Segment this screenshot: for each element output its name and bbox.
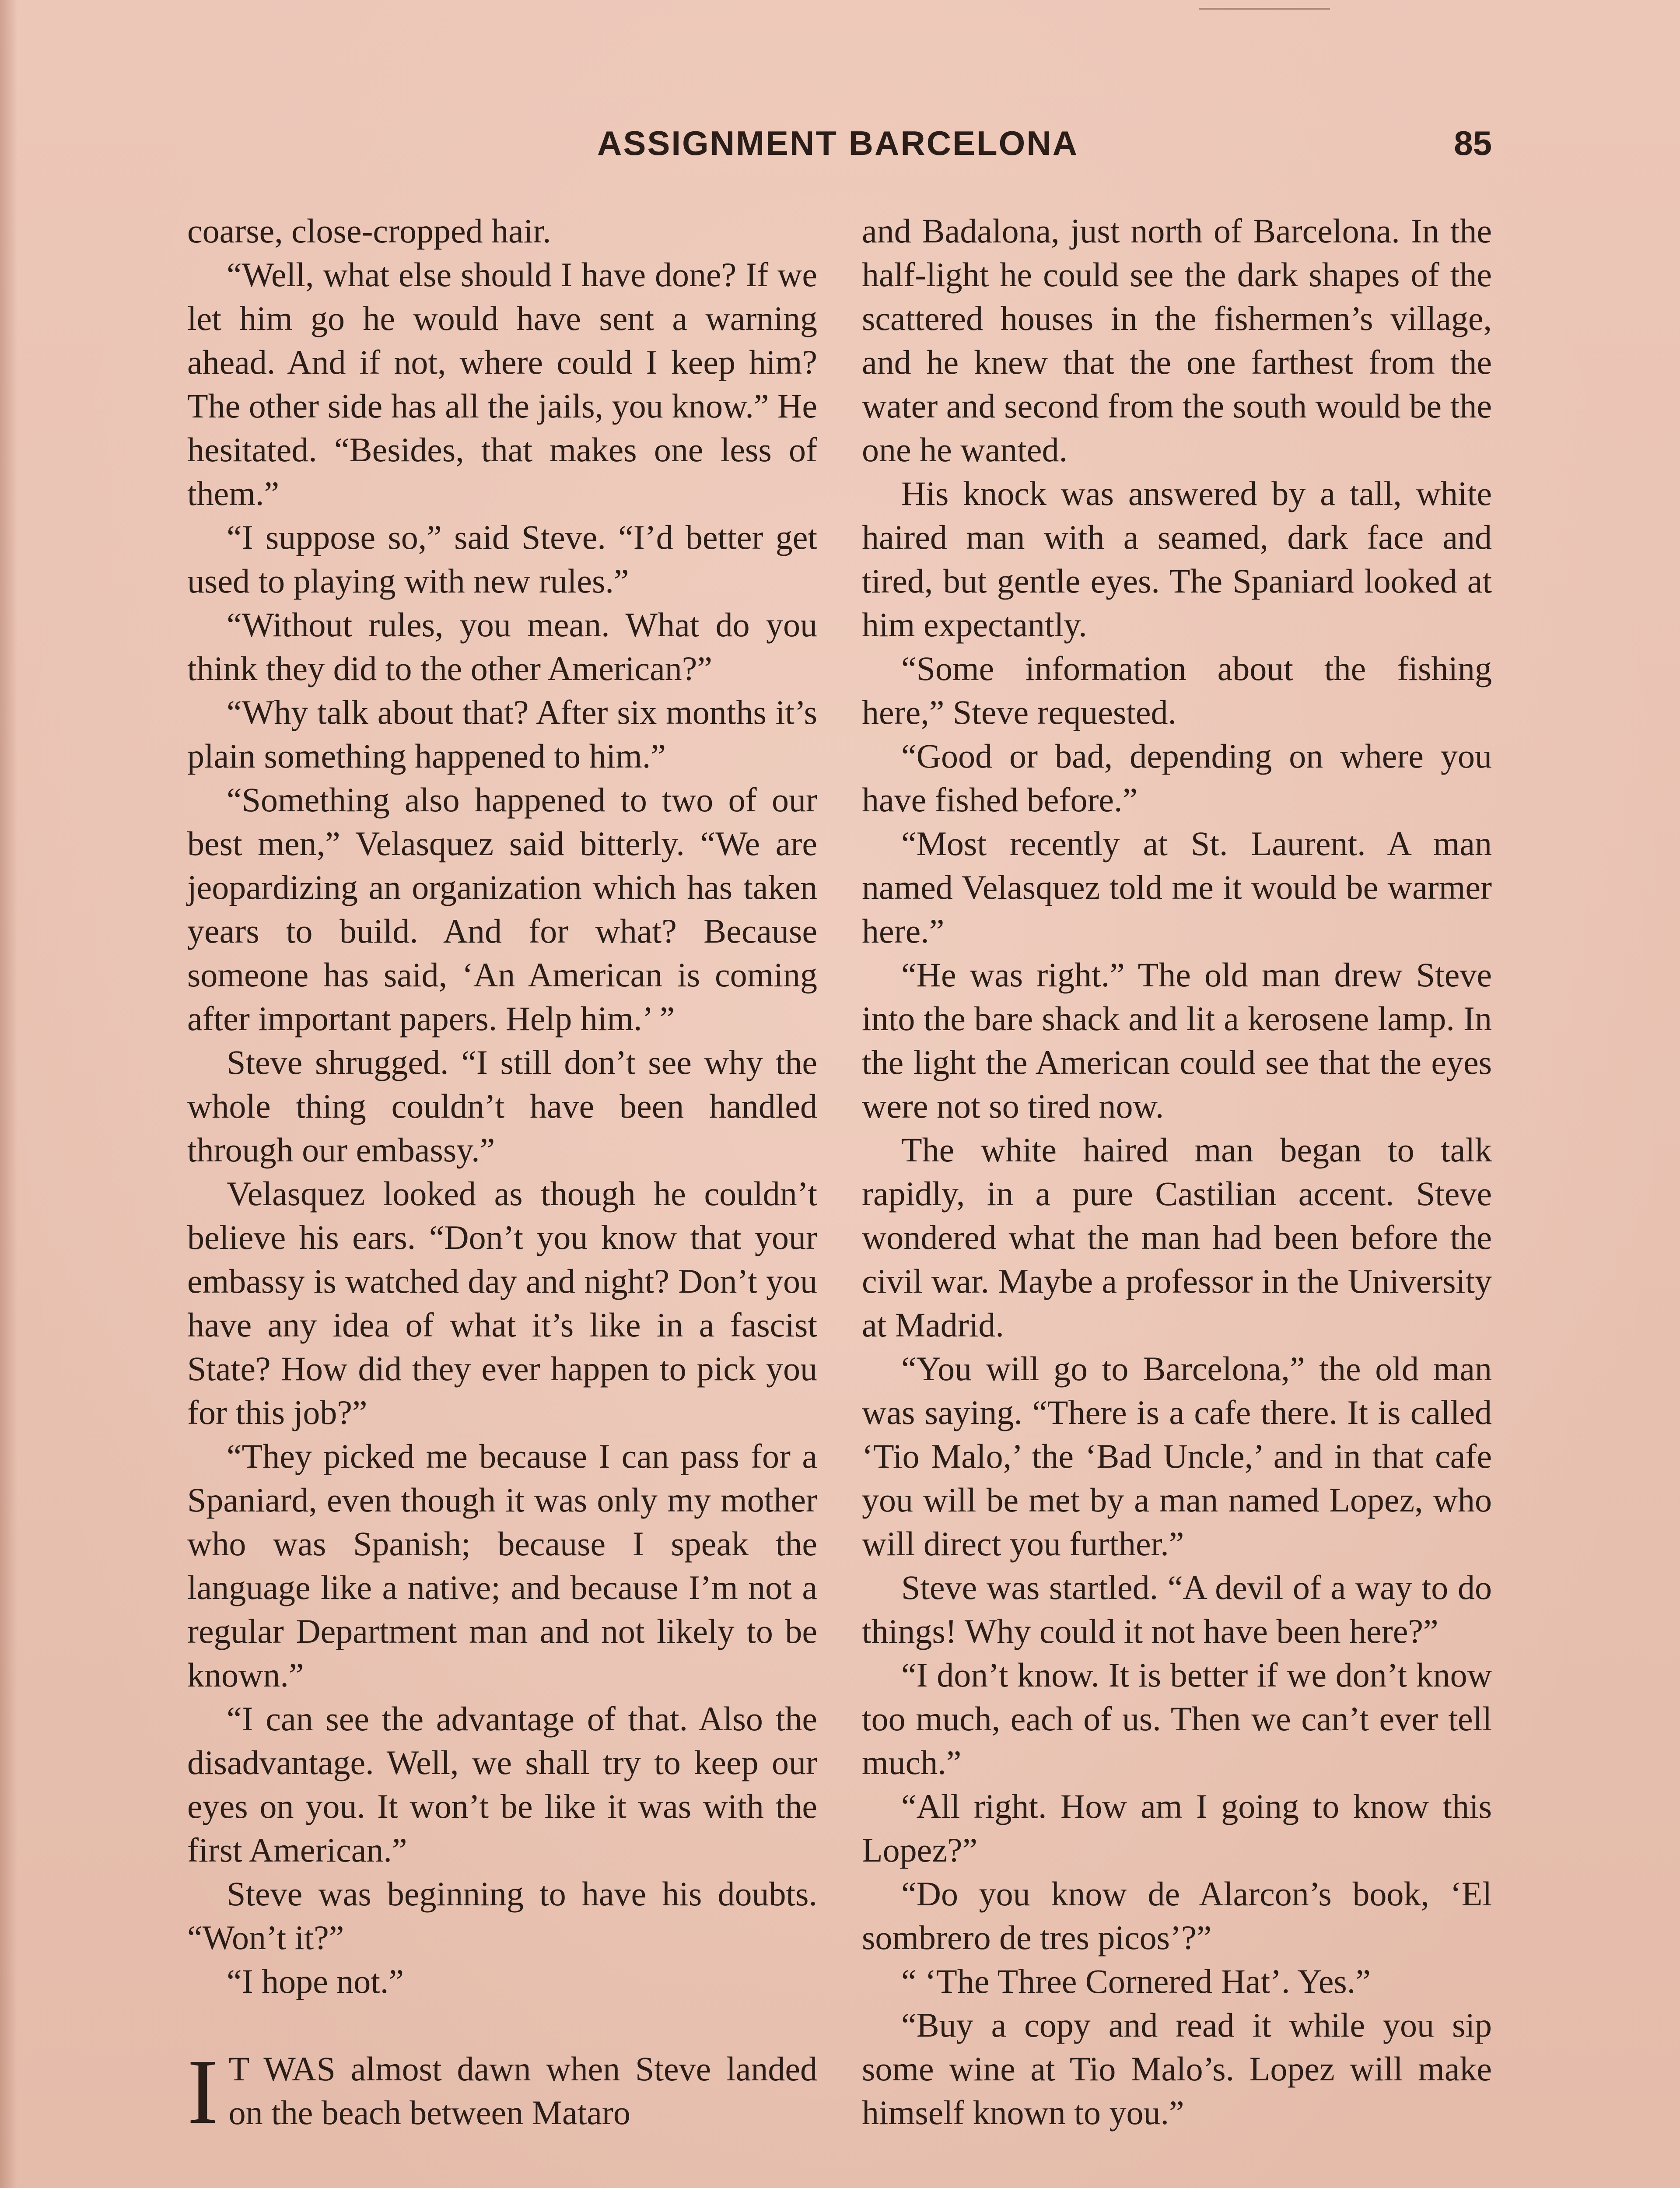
paragraph: “He was right.” The old man drew Steve into the bare shack and lit a kerosene lamp. In the light the American could see that the eyes were not so tired now. (862, 956, 1492, 1125)
paragraph: His knock was answered by a tall, white haired man with a seamed, dark face and tired, but gentle eyes. The Spaniard looked at him expectantly. (862, 474, 1492, 644)
paragraph: “Well, what else should I have done? If we let him go he would have sent a warning ahead. And if not, where could I keep him? The other side has all the jails, you know.” He hesitated. “Besides, that makes one less of them.” (187, 256, 817, 512)
paragraph: Steve was startled. “A devil of a way to do things! Why could it not have been here?” (862, 1568, 1492, 1650)
paragraph: “All right. How am I going to know this Lopez?” (862, 1787, 1492, 1869)
section-break (187, 2003, 817, 2047)
page-header (184, 123, 1492, 172)
right-column (862, 209, 1492, 2135)
paragraph: “Buy a copy and read it while you sip some wine at Tio Malo’s. Lopez will make himself known to you.” (862, 2006, 1492, 2132)
paragraph: “Most recently at St. Laurent. A man named Velasquez told me it would be warmer here.” (862, 824, 1492, 950)
page-number: 85 (1454, 124, 1492, 162)
paragraph: “Do you know de Alarcon’s book, ‘El sombrero de tres picos’?” (862, 1875, 1492, 1957)
paragraph: The white haired man began to talk rapidly, in a pure Castilian accent. Steve wondered what the man had been before the civil war. Maybe a professor in the University at Madrid. (862, 1131, 1492, 1344)
paragraph: “I don’t know. It is better if we don’t know too much, each of us. Then we can’t ever tell much.” (862, 1656, 1492, 1781)
paragraph: Steve was beginning to have his doubts. “Won’t it?” (187, 1875, 817, 1957)
paragraph: Steve shrugged. “I still don’t see why the whole thing couldn’t have been handled through our embassy.” (187, 1043, 817, 1169)
top-rule-mark (1199, 8, 1330, 12)
paragraph: “I can see the advantage of that. Also the disadvantage. Well, we shall try to keep our eyes on you. It won’t be like it was with the first American.” (187, 1700, 817, 1869)
paragraph: “Some information about the fishing here,” Steve requested. (862, 649, 1492, 731)
dropcap-paragraph (187, 2040, 817, 2143)
paragraph: “Something also happened to two of our best men,” Velasquez said bitterly. “We are jeopardizing an organization which has taken years to build. And for what? Because someone has said, ‘An American is coming after important papers. Help him.’ ” (187, 781, 817, 1038)
paragraph: “They picked me because I can pass for a Spaniard, even though it was only my mother who was Spanish; because I speak the language like a native; and because I’m not a regular Department man and not likely to be known.” (187, 1437, 817, 1694)
drop-cap: I (187, 2040, 218, 2143)
paragraph: “You will go to Barcelona,” the old man was saying. “There is a cafe there. It is called ‘Tio Malo,’ the ‘Bad Uncle,’ and in that cafe you will be met by a man named Lopez, who will direct you further.” (862, 1350, 1492, 1563)
paragraph: “I suppose so,” said Steve. “I’d better get used to playing with new rules.” (187, 518, 817, 600)
left-column (187, 209, 817, 2143)
paragraph: Velasquez looked as though he couldn’t believe his ears. “Don’t you know that your embassy is watched day and night? Don’t you have any idea of what it’s like in a fascist State? How did they ever happen to pick you for this job?” (187, 1175, 817, 1431)
page-edge-shadow (0, 0, 18, 2188)
paragraph: and Badalona, just north of Barcelona. In the half-light he could see the dark shapes of the scattered houses in the fishermen’s village, and he knew that the one farthest from the water and second from the south would be the one he wanted. (862, 212, 1492, 469)
running-head: ASSIGNMENT BARCELONA (597, 124, 1078, 162)
paragraph: coarse, close-cropped hair. (187, 212, 551, 250)
paragraph: “I hope not.” (227, 1962, 404, 2000)
paragraph: “Why talk about that? After six months it’s plain something happened to him.” (187, 693, 817, 775)
paragraph: “Without rules, you mean. What do you think they did to the other American?” (187, 606, 817, 687)
paragraph: “Good or bad, depending on where you have fished before.” (862, 737, 1492, 819)
paragraph-text: T WAS almost dawn when Steve landed on the beach between Mataro (228, 2050, 817, 2132)
paragraph: “ ‘The Three Cornered Hat’. Yes.” (901, 1962, 1371, 2000)
